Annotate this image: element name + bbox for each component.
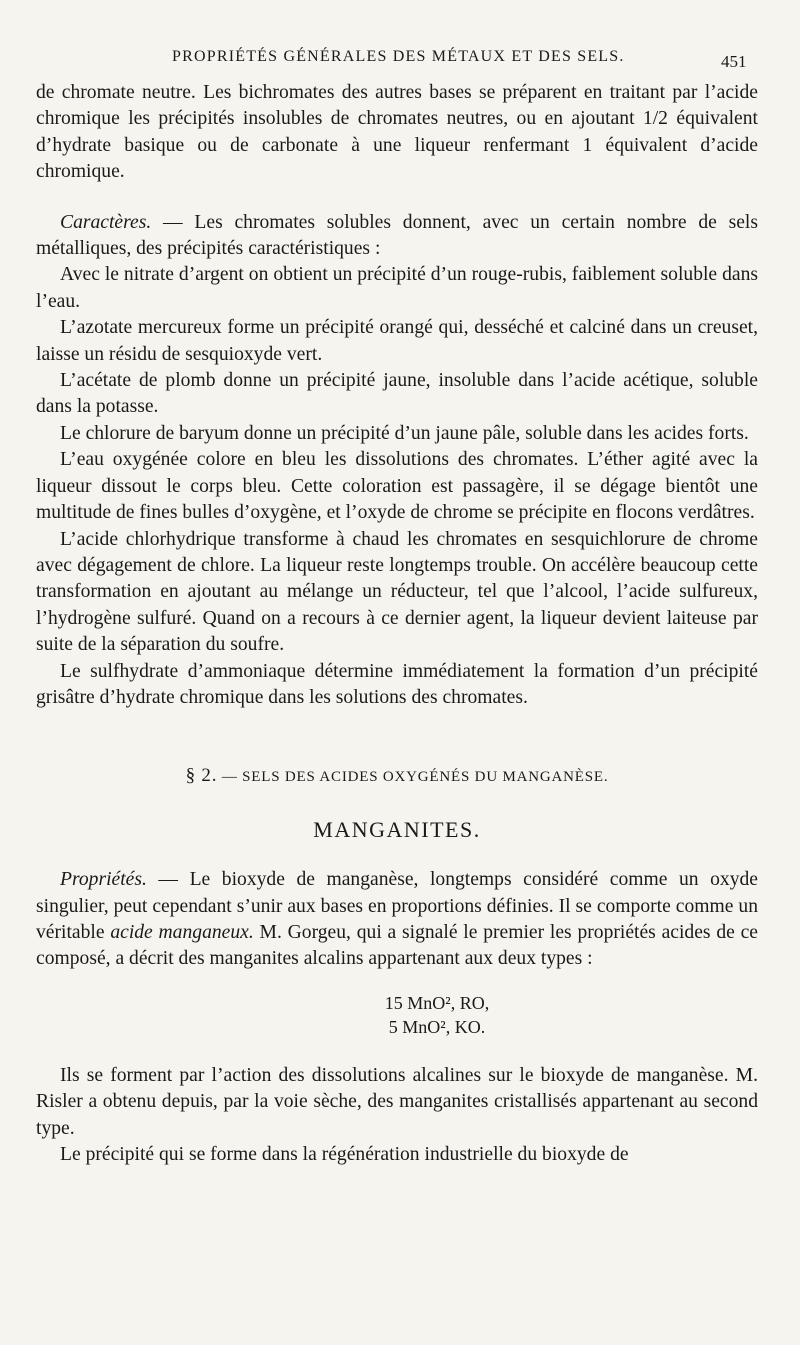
proprietes-text-2: M. Gorgeu, qui a signalé le premier les propriétés acides de ce composé, a décrit des manganites alcalins appartenant aux deux types : (36, 921, 758, 970)
section-title-text: — SELS DES ACIDES OXYGÉNÉS DU MANGANÈSE. (217, 769, 609, 786)
reaction-paragraph: Avec le nitrate d’argent on obtient un précipité d’un rouge-rubis, faiblement soluble dans l’eau. (36, 264, 758, 312)
running-title: PROPRIÉTÉS GÉNÉRALES DES MÉTAUX ET DES SELS. (172, 48, 625, 65)
reaction-paragraph: L’azotate mercureux forme un précipité orangé qui, desséché et calciné dans un creuset, laisse un résidu de sesquioxyde vert. (36, 317, 758, 365)
page-number: 451 (721, 52, 747, 71)
formula: 5 MnO², KO. (388, 1016, 486, 1037)
reaction-paragraph: L’acide chlorhydrique transforme à chaud les chromates en sesquichlorure de chrome avec dégagement de chlore. La liqueur reste longtemps trouble. On accélère beaucoup cette transformation en ajoutant au mélange un réducteur, tel que l’alcool, l’acide sulfureux, l’hydrogène sulfuré. Quand on a recours à ce dernier agent, la liqueur devient laiteuse par suite de la séparation du soufre. (36, 528, 758, 656)
proprietes-lead: Propriétés. (60, 869, 147, 891)
paragraph-precipite: Le précipité qui se forme dans la régénération industrielle du bioxyde de (60, 1144, 629, 1165)
section-title (36, 763, 758, 790)
formula: 15 MnO², RO, (384, 992, 490, 1013)
proprietes-text-1: — Le bioxyde de manganèse, longtemps considéré comme un oxyde singulier, peut cependant s’unir aux bases en proportions définies. Il se comporte comme un véritable (36, 869, 758, 943)
running-head (0, 46, 800, 72)
reaction-paragraph: L’eau oxygénée colore en bleu les dissolutions des chromates. L’éther agité avec la liqueur dissout le corps bleu. Cette coloration est passagère, il se dégage bientôt une multitude de fines bulles d’oxygène, et l’oxyde de chrome se précipite en flocons verdâtres. (36, 449, 758, 524)
caracteres-lead: Caractères. (60, 211, 152, 233)
heading-manganites: MANGANITES. (313, 816, 481, 842)
reaction-paragraph: Le sulfhydrate d’ammoniaque détermine immédiatement la formation d’un précipité grisâtre d’hydrate chromique dans les solutions des chromates. (36, 660, 758, 708)
paragraph-bichromates: de chromate neutre. Les bichromates des autres bases se préparent en traitant par l’acide chromique les précipités insolubles de chromates neutres, ou en ajoutant 1/2 équivalent d’hydrate basique ou de carbonate à une liqueur renfermant 1 équivalent d’acide chromique. (36, 82, 758, 183)
caracteres-text: — Les chromates solubles donnent, avec un certain nombre de sels métalliques, des précipités caractéristiques : (36, 211, 758, 260)
paragraph-proprietes (36, 867, 758, 973)
body-text (36, 80, 758, 1168)
reaction-paragraph: L’acétate de plomb donne un précipité jaune, insoluble dans l’acide acétique, soluble dans la potasse. (36, 370, 758, 418)
paragraph-formation: Ils se forment par l’action des dissolutions alcalines sur le bioxyde de manganèse. M. Risler a obtenu depuis, par la voie sèche, des manganites cristallisés appartenant au second type. (36, 1064, 758, 1139)
paragraph-caracteres (36, 210, 758, 263)
proprietes-italic: acide manganeux. (110, 921, 254, 943)
reaction-paragraph: Le chlorure de baryum donne un précipité d’un jaune pâle, soluble dans les acides forts. (60, 422, 749, 444)
section-symbol: § 2. (185, 765, 218, 787)
formula-block (116, 991, 758, 1039)
